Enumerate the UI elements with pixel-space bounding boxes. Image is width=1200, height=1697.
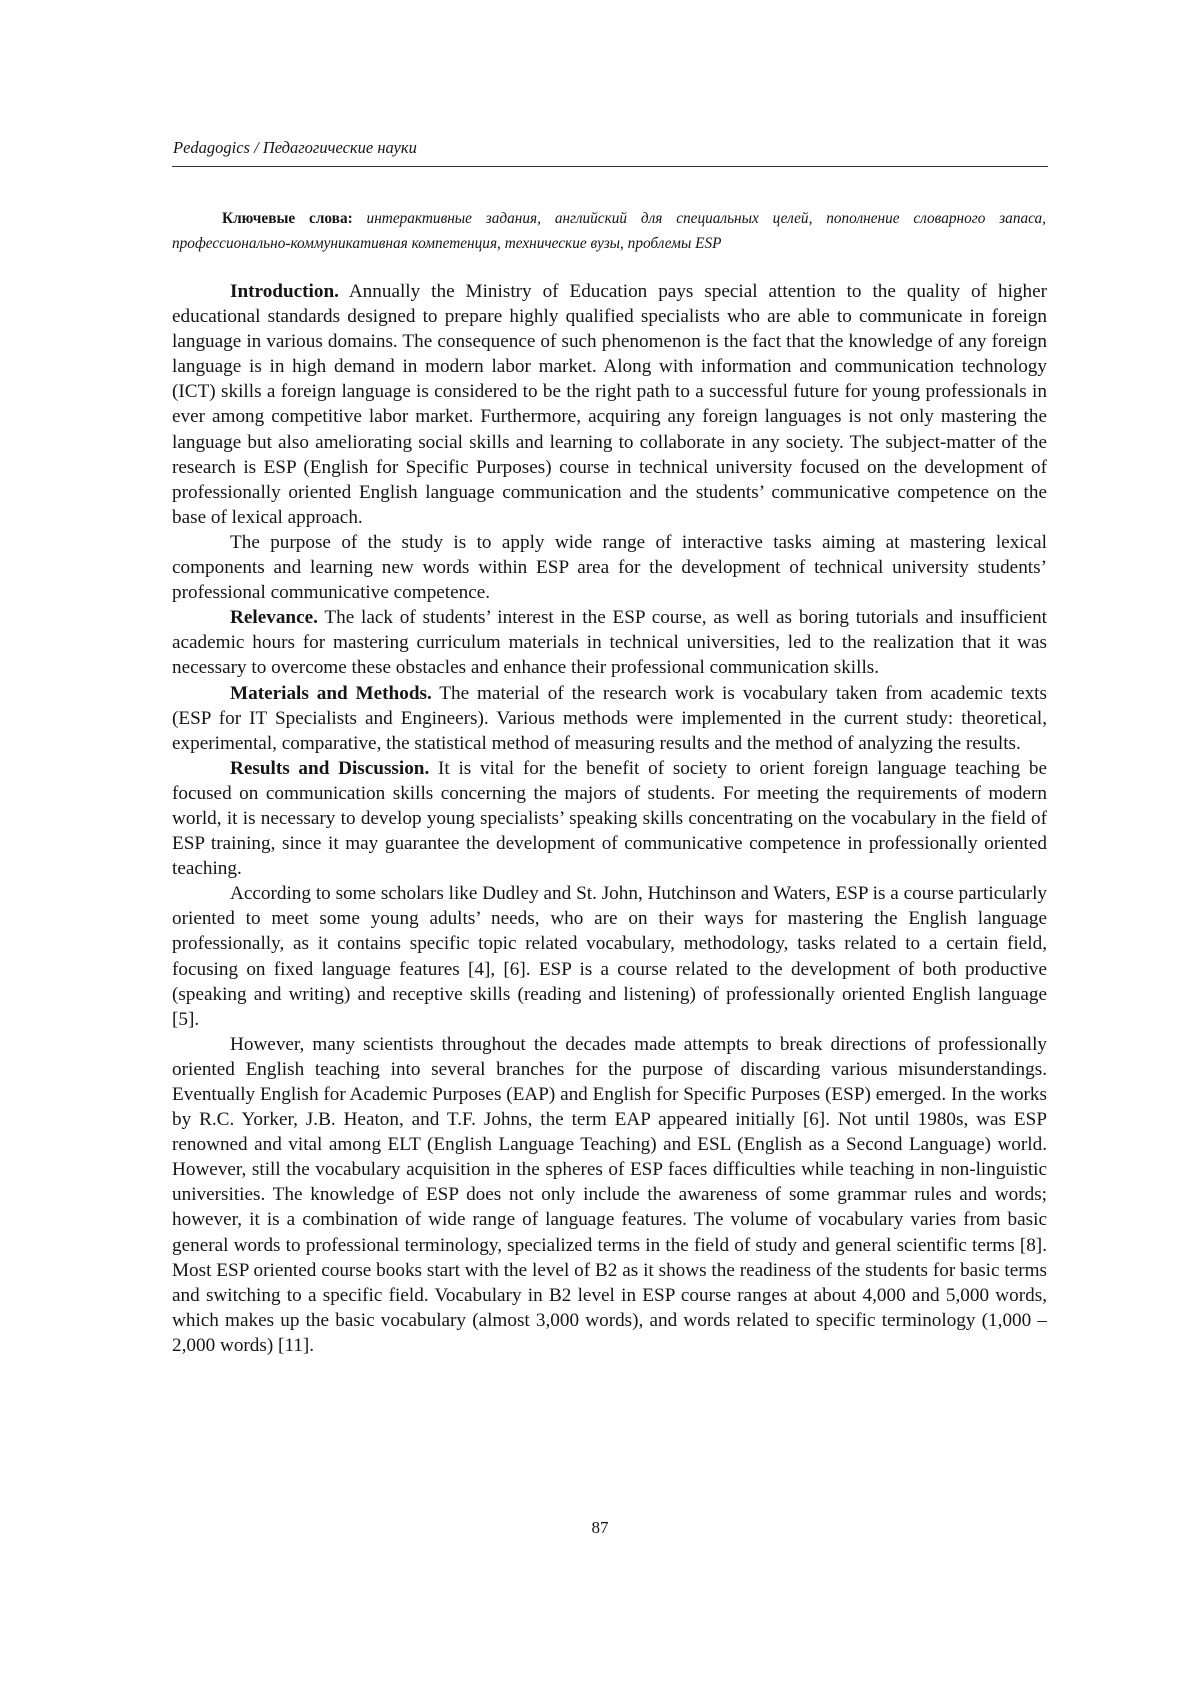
- page-number: 87: [591, 1518, 609, 1537]
- paragraph-materials-methods: [172, 681, 1047, 756]
- paragraph-results-discussion: [172, 756, 1047, 881]
- paragraph-text: The purpose of the study is to apply wide range of interactive tasks aiming at mastering lexical components and learning new words within ESP area for the development of technical university students’ professional communicative competence.: [172, 531, 1047, 604]
- paragraph-relevance: [172, 605, 1047, 680]
- paragraph-text: According to some scholars like Dudley and St. John, Hutchinson and Waters, ESP is a course particularly oriented to meet some young adults’ needs, who are on their ways for mastering the English language professionally, as it contains specific topic related vocabulary, methodology, tasks related to a certain field, focusing on fixed language features [4], [6]. ESP is a course related to the development of both productive (speaking and writing) and receptive skills (reading and listening) of professionally oriented English language [5].: [172, 883, 1047, 1030]
- keywords-text: интерактивные задания, английский для специальных целей, пополнение словарного запаса, профессионально-коммуникативная компетенция, технические вузы, проблемы ESP: [172, 210, 1046, 252]
- paragraph-eap-esp: [172, 1032, 1047, 1358]
- keywords-label: Ключевые слова:: [222, 210, 353, 227]
- paragraph-purpose: [172, 530, 1047, 605]
- header-divider: [172, 166, 1048, 167]
- paragraph-text: The material of the research work is vocabulary taken from academic texts (ESP for IT Specialists and Engineers). Various methods were implemented in the current study: theoretical, experimental, comparative, the statistical method of measuring results and the method of analyzing the results.: [172, 682, 1047, 754]
- paragraph-text: Annually the Ministry of Education pays special attention to the quality of higher educational standards designed to prepare highly qualified specialists who are able to communicate in foreign language in various domains. The consequence of such phenomenon is the fact that the knowledge of any foreign language is in high demand in modern labor market. Along with information and communication technology (ICT) skills a foreign language is considered to be the right path to a successful future for young professionals in ever among competitive labor market. Furthermore, acquiring any foreign languages is not only mastering the language but also ameliorating social skills and learning to collaborate in any society. The subject-matter of the research is ESP (English for Specific Purposes) course in technical university focused on the development of professionally oriented English language communication and the students’ communicative competence on the base of lexical approach.: [172, 281, 1047, 528]
- section-heading: Introduction.: [230, 281, 339, 302]
- article-body: [172, 279, 1047, 1358]
- paragraph-text: The lack of students’ interest in the ESP course, as well as boring tutorials and insufficient academic hours for mastering curriculum materials in technical universities, led to the realization that it was necessary to overcome these obstacles and enhance their professional communication skills.: [172, 607, 1047, 679]
- keywords-block: [172, 206, 1046, 256]
- paragraph-text: However, many scientists throughout the decades made attempts to break directions of professionally oriented English teaching into several branches for the purpose of discarding various misunderstandings. Eventually English for Academic Purposes (EAP) and English for Specific Purposes (ESP) emerged. In the works by R.C. Yorker, J.B. Heaton, and T.F. Johns, the term EAP appeared initially [6]. Not until 1980s, was ESP renowned and vital among ELT (English Language Teaching) and ESL (English as a Second Language) world. However, still the vocabulary acquisition in the spheres of ESP faces difficulties while teaching in non-linguistic universities. The knowledge of ESP does not only include the awareness of some grammar rules and words; however, it is a combination of wide range of language features. The volume of vocabulary varies from basic general words to professional terminology, specialized terms in the field of study and general scientific terms [8]. Most ESP oriented course books start with the level of B2 as it shows the readiness of the students for basic terms and switching to a specific field. Vocabulary in B2 level in ESP course ranges at about 4,000 and 5,000 words, which makes up the basic vocabulary (almost 3,000 words), and words related to specific terminology (1,000 – 2,000 words) [11].: [172, 1033, 1047, 1356]
- paragraph-text: It is vital for the benefit of society to orient foreign language teaching be focused on communication skills concerning the majors of students. For meeting the requirements of modern world, it is necessary to develop young specialists’ speaking skills concentrating on the vocabulary in the field of ESP training, since it may guarantee the development of communicative competence in professionally oriented teaching.: [172, 757, 1048, 880]
- running-header: Pedagogics / Педагогические науки: [173, 138, 417, 157]
- paragraph-scholars: [172, 881, 1047, 1032]
- section-heading: Results and Discussion.: [230, 757, 430, 779]
- section-heading: Relevance.: [230, 607, 318, 629]
- section-heading: Materials and Methods.: [230, 682, 432, 704]
- paragraph-introduction: [172, 279, 1047, 530]
